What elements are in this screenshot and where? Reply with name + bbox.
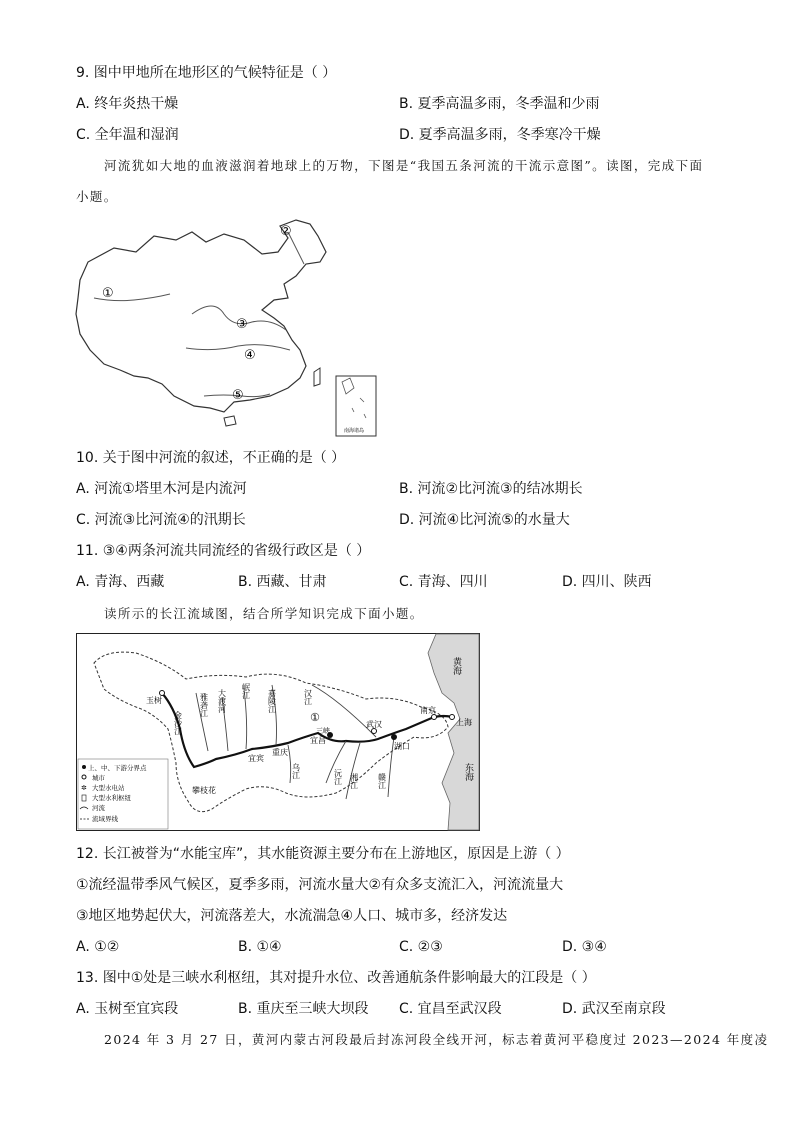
q11-stem: 11. ③④两条河流共同流经的省级行政区是（ ） [76, 543, 371, 559]
river-han: 汉江 [303, 689, 313, 705]
river-jialing: 嘉陵江 [267, 689, 277, 713]
map-legend [78, 759, 168, 829]
marker-wuhan [372, 729, 377, 734]
q12-option-c: C. ②③ [399, 939, 443, 955]
river-jinsha: 金沙江 [173, 711, 183, 735]
taiwan-island [314, 368, 320, 386]
marker-hukou [391, 734, 397, 740]
river-min: 岷江 [241, 683, 251, 699]
q9-option-c: C. 全年温和湿润 [76, 127, 179, 143]
q11-option-b: B. 西藏、甘肃 [238, 574, 327, 590]
svg-text:✲: ✲ [81, 784, 87, 792]
legend-city: 城市 [92, 774, 105, 782]
china-outline [76, 220, 326, 412]
hainan-island [224, 416, 236, 426]
legend-boundary-point: 上、中、下游分界点 [88, 764, 147, 772]
q13-option-c: C. 宜昌至武汉段 [399, 1001, 502, 1017]
legend-hydropower: 大型水电站 [92, 784, 125, 792]
south-sea-inset [336, 376, 376, 436]
intro-yangtze: 读所示的长江流域图，结合所学知识完成下面小题。 [104, 606, 424, 621]
sea-yellow: 黄海 [451, 657, 461, 675]
river-gan: 赣江 [377, 773, 387, 789]
q10-stem: 10. 关于图中河流的叙述，不正确的是（ ） [76, 450, 346, 466]
yangtze-basin-map [76, 633, 480, 831]
q10-option-d: D. 河流④比河流⑤的水量大 [399, 512, 570, 528]
q13-stem: 13. 图中①处是三峡水利枢纽，其对提升水位、改善通航条件影响最大的江段是（ ） [76, 970, 596, 986]
river-yalong: 雅砻江 [199, 693, 209, 717]
place-yibin: 宜宾 [248, 754, 264, 763]
q13-option-a: A. 玉树至宜宾段 [76, 1001, 179, 1017]
river-4-line [186, 345, 290, 350]
river-label-1: ① [102, 286, 114, 301]
q10-option-b: B. 河流②比河流③的结冰期长 [399, 481, 583, 497]
q11-option-c: C. 青海、四川 [399, 574, 488, 590]
q13-option-b: B. 重庆至三峡大坝段 [238, 1001, 369, 1017]
q12-statement-1-2: ①流经温带季风气候区，夏季多雨，河流水量大②有众多支流汇入，河流流量大 [76, 877, 564, 893]
legend-river: 河流 [92, 804, 105, 812]
marker-yushu [160, 691, 165, 696]
q9-option-b: B. 夏季高温多雨，冬季温和少雨 [399, 96, 600, 112]
q9-stem: 9. 图中甲地所在地形区的气候特征是（ ） [76, 65, 337, 81]
q11-option-d: D. 四川、陕西 [562, 574, 652, 590]
place-yichang: 宜昌 [310, 736, 326, 745]
q12-option-a: A. ①② [76, 939, 120, 955]
q11-option-a: A. 青海、西藏 [76, 574, 165, 590]
river-dadu: 大渡河 [217, 689, 227, 713]
river-label-5: ⑤ [232, 388, 244, 403]
place-yushu: 玉树 [146, 696, 162, 705]
q10-option-c: C. 河流③比河流④的汛期长 [76, 512, 246, 528]
legend-hub: 大型水利枢纽 [92, 794, 131, 802]
q12-option-d: D. ③④ [562, 939, 607, 955]
place-panzhihua: 攀枝花 [192, 786, 216, 795]
place-shanghai: 上海 [456, 718, 472, 727]
place-chongqing: 重庆 [272, 748, 288, 757]
q9-option-a: A. 终年炎热干燥 [76, 96, 179, 112]
sea-east: 东海 [463, 763, 473, 781]
river-xiang: 湘江 [349, 773, 359, 789]
marker-sanxia-number: ① [310, 711, 320, 724]
marker-nanjing [432, 715, 437, 720]
q10-option-a: A. 河流①塔里木河是内流河 [76, 481, 247, 497]
q12-option-b: B. ①④ [238, 939, 282, 955]
place-hukou: 湖口 [394, 742, 410, 751]
q12-stem: 12. 长江被誉为“水能宝库”，其水能资源主要分布在上游地区，原因是上游（ ） [76, 846, 570, 862]
river-wu: 乌江 [291, 763, 301, 779]
intro-rivers-line1: 河流犹如大地的血液滋润着地球上的万物，下图是“我国五条河流的干流示意图”。读图，完成下面 [104, 158, 704, 173]
inset-label: 南海诸岛 [344, 428, 365, 434]
q12-statement-3-4: ③地区地势起伏大，河流落差大，水流湍急④人口、城市多，经济发达 [76, 908, 508, 924]
china-rivers-map [74, 218, 378, 438]
q9-option-d: D. 夏季高温多雨，冬季寒冷干燥 [399, 127, 601, 143]
place-sanxia: 三峡 [316, 727, 330, 735]
place-nanjing: 南京 [420, 706, 436, 715]
marker-shanghai [450, 715, 455, 720]
intro-yellow-river: 2024 年 3 月 27 日，黄河内蒙古河段最后封冻河段全线开河，标志着黄河平稳度过 2023—2024 年度凌 [104, 1032, 769, 1047]
intro-rivers-line2: 小题。 [76, 189, 118, 204]
q13-option-d: D. 武汉至南京段 [562, 1001, 666, 1017]
river-label-4: ④ [244, 348, 256, 363]
legend-basin-boundary: 流域界线 [92, 815, 118, 823]
river-label-3: ③ [236, 317, 248, 332]
river-yuan: 沅江 [333, 769, 343, 785]
place-wuhan: 武汉 [366, 720, 382, 729]
river-label-2: ② [280, 224, 292, 239]
